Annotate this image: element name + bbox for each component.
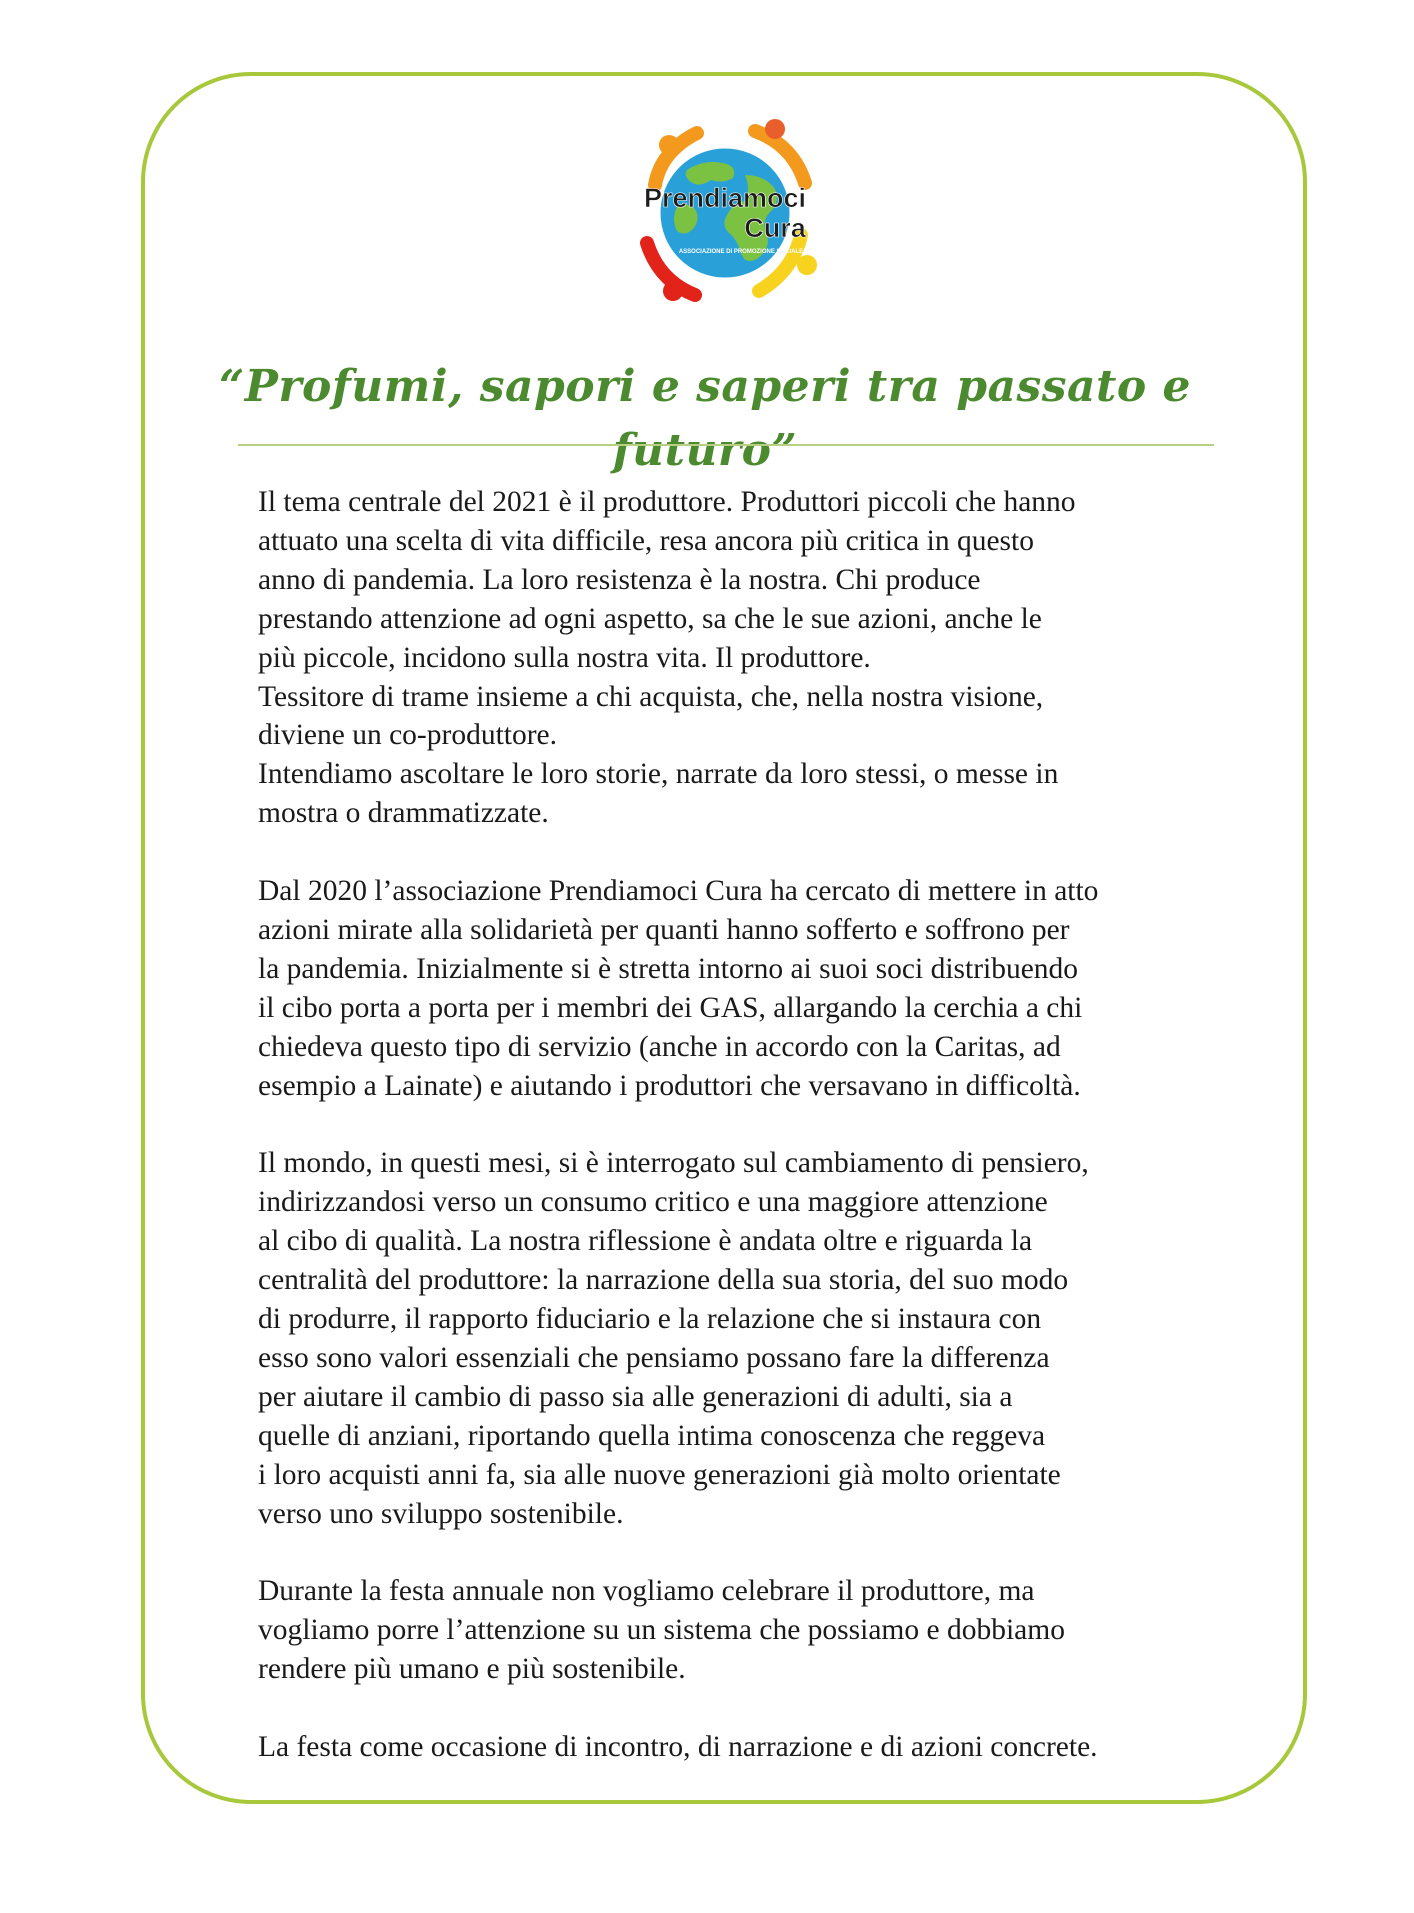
text-line: attuato una scelta di vita difficile, resa ancora più critica in questo [258, 524, 1034, 557]
page-headline: “Profumi, sapori e saperi tra passato e futuro” [218, 361, 1192, 476]
text-line: mostra o drammatizzate. [258, 797, 549, 830]
text-line: prestando attenzione ad ogni aspetto, sa che le sue azioni, anche le [258, 602, 1042, 635]
text-line: al cibo di qualità. La nostra riflessione è andata oltre e riguarda la [258, 1225, 1033, 1258]
text-line: chiedeva questo tipo di servizio (anche in accordo con la Caritas, ad [258, 1030, 1061, 1063]
text-line: Intendiamo ascoltare le loro storie, narrate da loro stessi, o messe in [258, 758, 1059, 791]
text-line: quelle di anziani, riportando quella intima conoscenza che reggeva [258, 1419, 1046, 1452]
logo-tagline: ASSOCIAZIONE DI PROMOZIONE SOCIALE [678, 249, 804, 255]
text-line: verso uno sviluppo sostenibile. [258, 1497, 624, 1530]
text-line: per aiutare il cambio di passo sia alle generazioni di adulti, sia a [258, 1380, 1013, 1413]
text-line: rendere più umano e più sostenibile. [258, 1653, 686, 1686]
text-line: Tessitore di trame insieme a chi acquista, che, nella nostra visione, [258, 680, 1044, 713]
text-line: centralità del produttore: la narrazione della sua storia, del suo modo [258, 1264, 1069, 1297]
text-line: Durante la festa annuale non vogliamo celebrare il produttore, ma [258, 1575, 1035, 1608]
text-line: diviene un co-produttore. [258, 719, 558, 752]
text-line: esempio a Lainate) e aiutando i produttori che versavano in difficoltà. [258, 1069, 1081, 1102]
paragraph [258, 1144, 1238, 1533]
headline-divider [238, 444, 1214, 446]
logo-name-line2: Cura [744, 213, 806, 243]
paragraph [258, 1728, 1238, 1767]
logo-graphic [625, 115, 825, 310]
text-line: vogliamo porre l’attenzione su un sistema che possiamo e dobbiamo [258, 1614, 1065, 1647]
text-line: anno di pandemia. La loro resistenza è la nostra. Chi produce [258, 563, 981, 596]
text-line: Dal 2020 l’associazione Prendiamoci Cura ha cercato di mettere in atto [258, 875, 1099, 908]
text-line: la pandemia. Inizialmente si è stretta intorno ai suoi soci distribuendo [258, 952, 1079, 985]
text-line: di produrre, il rapporto fiduciario e la relazione che si instaura con [258, 1303, 1042, 1335]
text-line: il cibo porta a porta per i membri dei GAS, allargando la cerchia a chi [258, 991, 1083, 1024]
text-line: più piccole, incidono sulla nostra vita. Il produttore. [258, 641, 871, 674]
text-line: i loro acquisti anni fa, sia alle nuove generazioni già molto orientate [258, 1458, 1061, 1491]
paragraph [258, 872, 1238, 1105]
paragraph [258, 483, 1238, 833]
logo-name-line1: Prendiamoci [643, 183, 807, 213]
body-text [258, 483, 1238, 1767]
paragraph [258, 1572, 1238, 1689]
text-line: Il mondo, in questi mesi, si è interrogato sul cambiamento di pensiero, [258, 1147, 1089, 1180]
text-line: esso sono valori essenziali che pensiamo possano fare la differenza [258, 1341, 1050, 1374]
prendiamoci-cura-logo [625, 115, 825, 310]
text-line: Il tema centrale del 2021 è il produttore. Produttori piccoli che hanno [258, 486, 1076, 518]
text-line: indirizzandosi verso un consumo critico e una maggiore attenzione [258, 1186, 1048, 1219]
text-line: azioni mirate alla solidarietà per quanti hanno sofferto e soffrono per [258, 913, 1070, 946]
text-line: La festa come occasione di incontro, di narrazione e di azioni concrete. [258, 1730, 1098, 1763]
